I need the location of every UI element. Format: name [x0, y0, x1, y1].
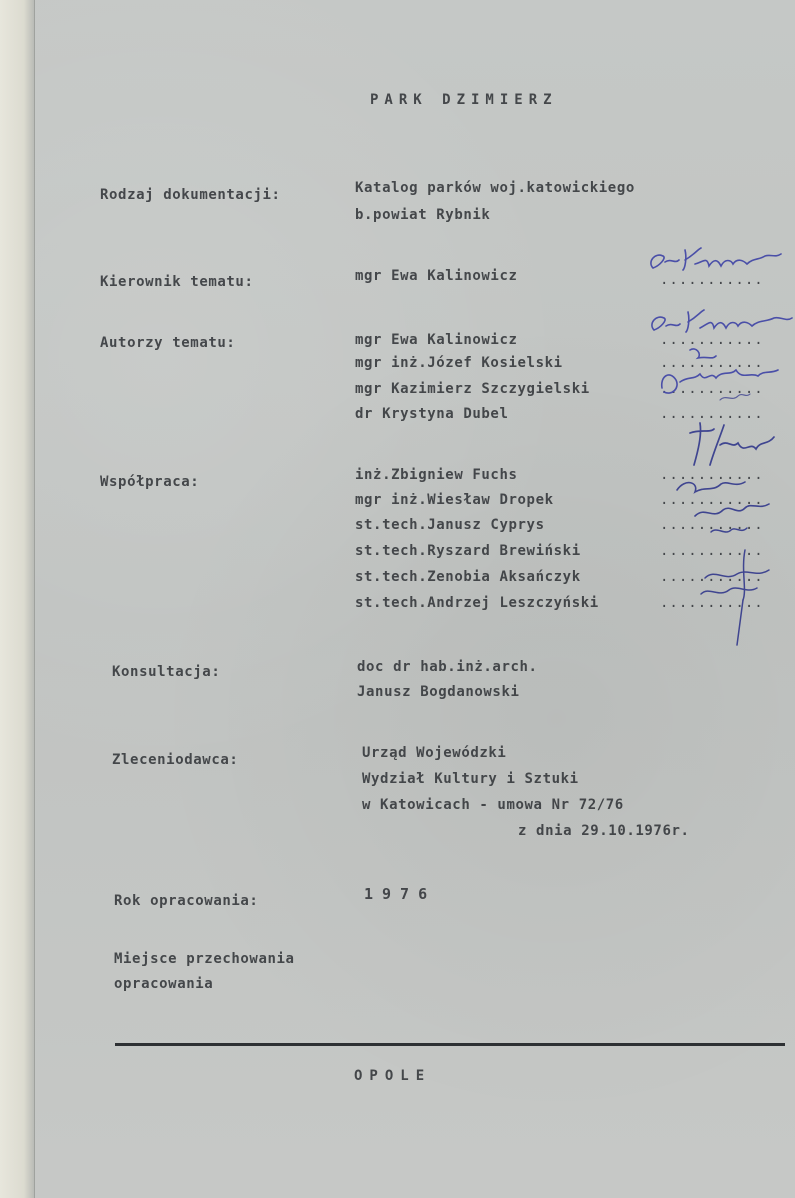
value-rodzaj-1: Katalog parków woj.katowickiego	[355, 180, 635, 196]
signature-line-kierownik: ...........	[660, 272, 764, 288]
footer-city: OPOLE	[354, 1068, 432, 1084]
value-autorzy-3: mgr Kazimierz Szczygielski	[355, 381, 590, 397]
signature-line-wspolpraca-3: ...........	[660, 517, 764, 533]
page-edge-strip	[0, 0, 35, 1198]
signature-line-autorzy-2: ...........	[660, 355, 764, 371]
signatures-wspolpraca-2-6	[665, 470, 785, 650]
signature-line-wspolpraca-2: ...........	[660, 492, 764, 508]
label-autorzy: Autorzy tematu:	[100, 335, 236, 351]
signature-line-autorzy-1: ...........	[660, 332, 764, 348]
signature-autorzy-2-3	[650, 340, 790, 410]
label-kierownik: Kierownik tematu:	[100, 274, 254, 290]
value-autorzy-1: mgr Ewa Kalinowicz	[355, 332, 518, 348]
value-autorzy-4: dr Krystyna Dubel	[355, 406, 509, 422]
value-konsultacja-1: doc dr hab.inż.arch.	[357, 659, 538, 675]
label-miejsce-2: opracowania	[114, 976, 214, 992]
value-wspolpraca-2: mgr inż.Wiesław Dropek	[355, 492, 554, 508]
value-kierownik: mgr Ewa Kalinowicz	[355, 268, 518, 284]
value-zleceniodawca-3: w Katowicach - umowa Nr 72/76	[362, 797, 624, 813]
value-wspolpraca-5: st.tech.Zenobia Aksańczyk	[355, 569, 581, 585]
value-konsultacja-2: Janusz Bogdanowski	[357, 684, 520, 700]
value-rok: 1976	[364, 885, 437, 903]
label-konsultacja: Konsultacja:	[112, 664, 221, 680]
signature-line-wspolpraca-4: ...........	[660, 543, 764, 559]
signature-autor-1	[648, 300, 795, 340]
value-zleceniodawca-4: z dnia 29.10.1976r.	[518, 823, 690, 839]
signature-wspolpraca-1	[680, 415, 780, 475]
label-rok: Rok opracowania:	[114, 893, 259, 909]
value-rodzaj-2: b.powiat Rybnik	[355, 207, 491, 223]
signature-line-wspolpraca-6: ...........	[660, 595, 764, 611]
value-wspolpraca-1: inż.Zbigniew Fuchs	[355, 467, 518, 483]
value-zleceniodawca-2: Wydział Kultury i Sztuki	[362, 771, 579, 787]
label-zleceniodawca: Zleceniodawca:	[112, 752, 239, 768]
value-wspolpraca-4: st.tech.Ryszard Brewiński	[355, 543, 581, 559]
value-autorzy-2: mgr inż.Józef Kosielski	[355, 355, 563, 371]
label-rodzaj: Rodzaj dokumentacji:	[100, 187, 281, 203]
signature-line-wspolpraca-5: ...........	[660, 569, 764, 585]
value-wspolpraca-6: st.tech.Andrzej Leszczyński	[355, 595, 599, 611]
value-zleceniodawca-1: Urząd Wojewódzki	[362, 745, 507, 761]
label-wspolpraca: Współpraca:	[100, 474, 200, 490]
signature-kierownik	[645, 240, 790, 280]
signature-line-autorzy-3: ...........	[660, 381, 764, 397]
label-miejsce-1: Miejsce przechowania	[114, 951, 295, 967]
horizontal-rule	[115, 1043, 785, 1046]
signature-line-wspolpraca-1: ...........	[660, 467, 764, 483]
document-title: PARK DZIMIERZ	[370, 92, 558, 108]
signature-line-autorzy-4: ...........	[660, 406, 764, 422]
value-wspolpraca-3: st.tech.Janusz Cyprys	[355, 517, 545, 533]
